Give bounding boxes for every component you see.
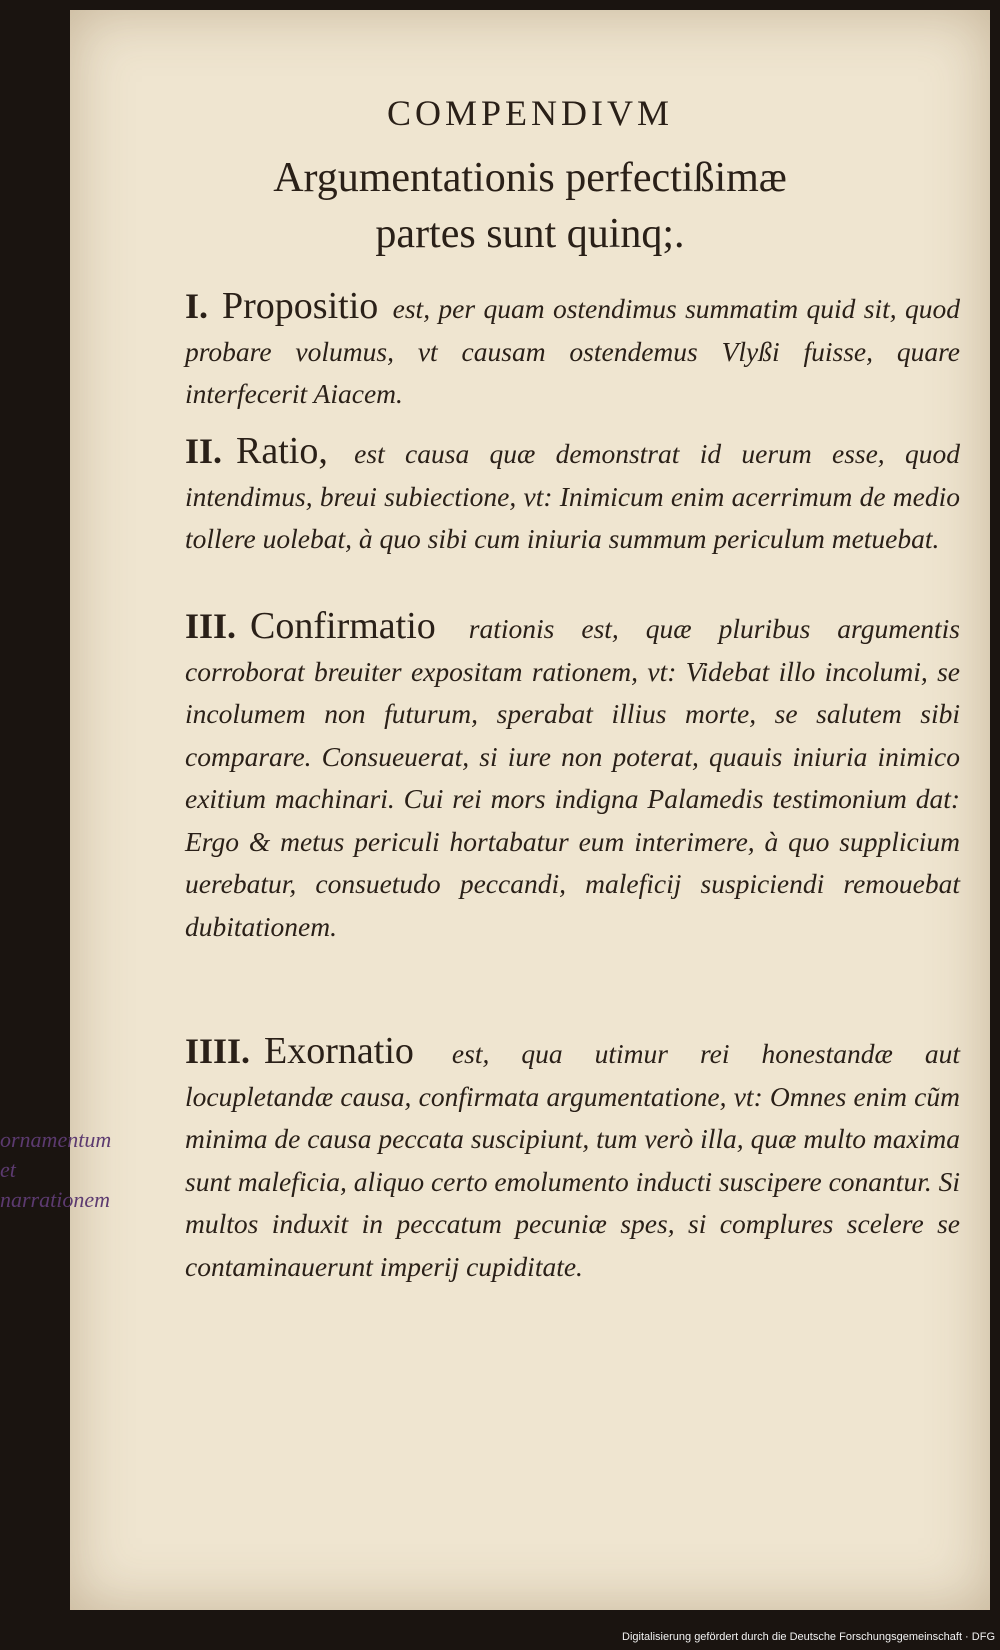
title-line-1: Argumentationis perfectißimæ: [273, 155, 787, 201]
section-number: II.: [185, 431, 223, 471]
section-text: est causa quæ demonstrat id uerum esse, quod intendimus, breui subiectione, vt: Inimicum enim acerrimum de medio tollere uolebat, à quo sibi cum iniuria summum periculum metuebat.: [185, 438, 960, 554]
section-ratio: [185, 430, 960, 561]
running-title: COMPENDIVM: [386, 93, 674, 133]
section-exornatio: [185, 1030, 960, 1288]
margin-note-line-1: ornamentum: [0, 1127, 112, 1152]
digitization-credit: Digitalisierung gefördert durch die Deutsche Forschungsgemeinschaft · DFG: [622, 1631, 995, 1643]
title-line-2: partes sunt quinq;.: [375, 211, 685, 257]
section-propositio: [185, 285, 960, 416]
section-number: I.: [185, 286, 209, 326]
margin-note-line-2: et narrationem: [0, 1157, 110, 1212]
section-lead-word: Exornatio: [264, 1030, 414, 1072]
section-number: III.: [185, 606, 237, 646]
section-text: est, per quam ostendimus summatim quid sit, quod probare volumus, vt causam ostendemus Vlyßi fuisse, quare interfecerit Aiacem.: [185, 293, 961, 409]
handwritten-margin-note: [0, 1125, 120, 1215]
page-title: [190, 150, 870, 262]
section-text: rationis est, quæ pluribus argumentis corroborat breuiter expositam rationem, vt: Videbat illo incolumi, se incolumem non futurum, sperabat illius morte, se salutem sibi comparare. Consueuerat, si iure non poterat, quauis iniuria inimico exitium machinari. Cui rei mors indigna Palamedis testimonium dat: Ergo & metus periculi hortabatur eum interimere, à quo supplicium uerebatur, consuetudo peccandi, maleficij suspiciendi remouebat dubitationem.: [185, 613, 961, 942]
book-page: [70, 10, 990, 1610]
section-lead-word: Ratio,: [236, 430, 328, 472]
section-number: IIII.: [185, 1031, 251, 1071]
section-lead-word: Propositio: [222, 285, 379, 327]
section-text: est, qua utimur rei honestandæ aut locupletandæ causa, confirmata argumentatione, vt: Omnes enim cũm minima de causa peccata suscipiunt, tum verò illa, quæ multo maxima sunt maleficia, aliquo certo emolumento inducti suscipere conantur. Si multos induxit in peccatum pecuniæ spes, si complures scelere se contaminauerunt imperij cupiditate.: [185, 1038, 961, 1282]
section-lead-word: Confirmatio: [250, 605, 436, 647]
section-confirmatio: [185, 605, 960, 948]
